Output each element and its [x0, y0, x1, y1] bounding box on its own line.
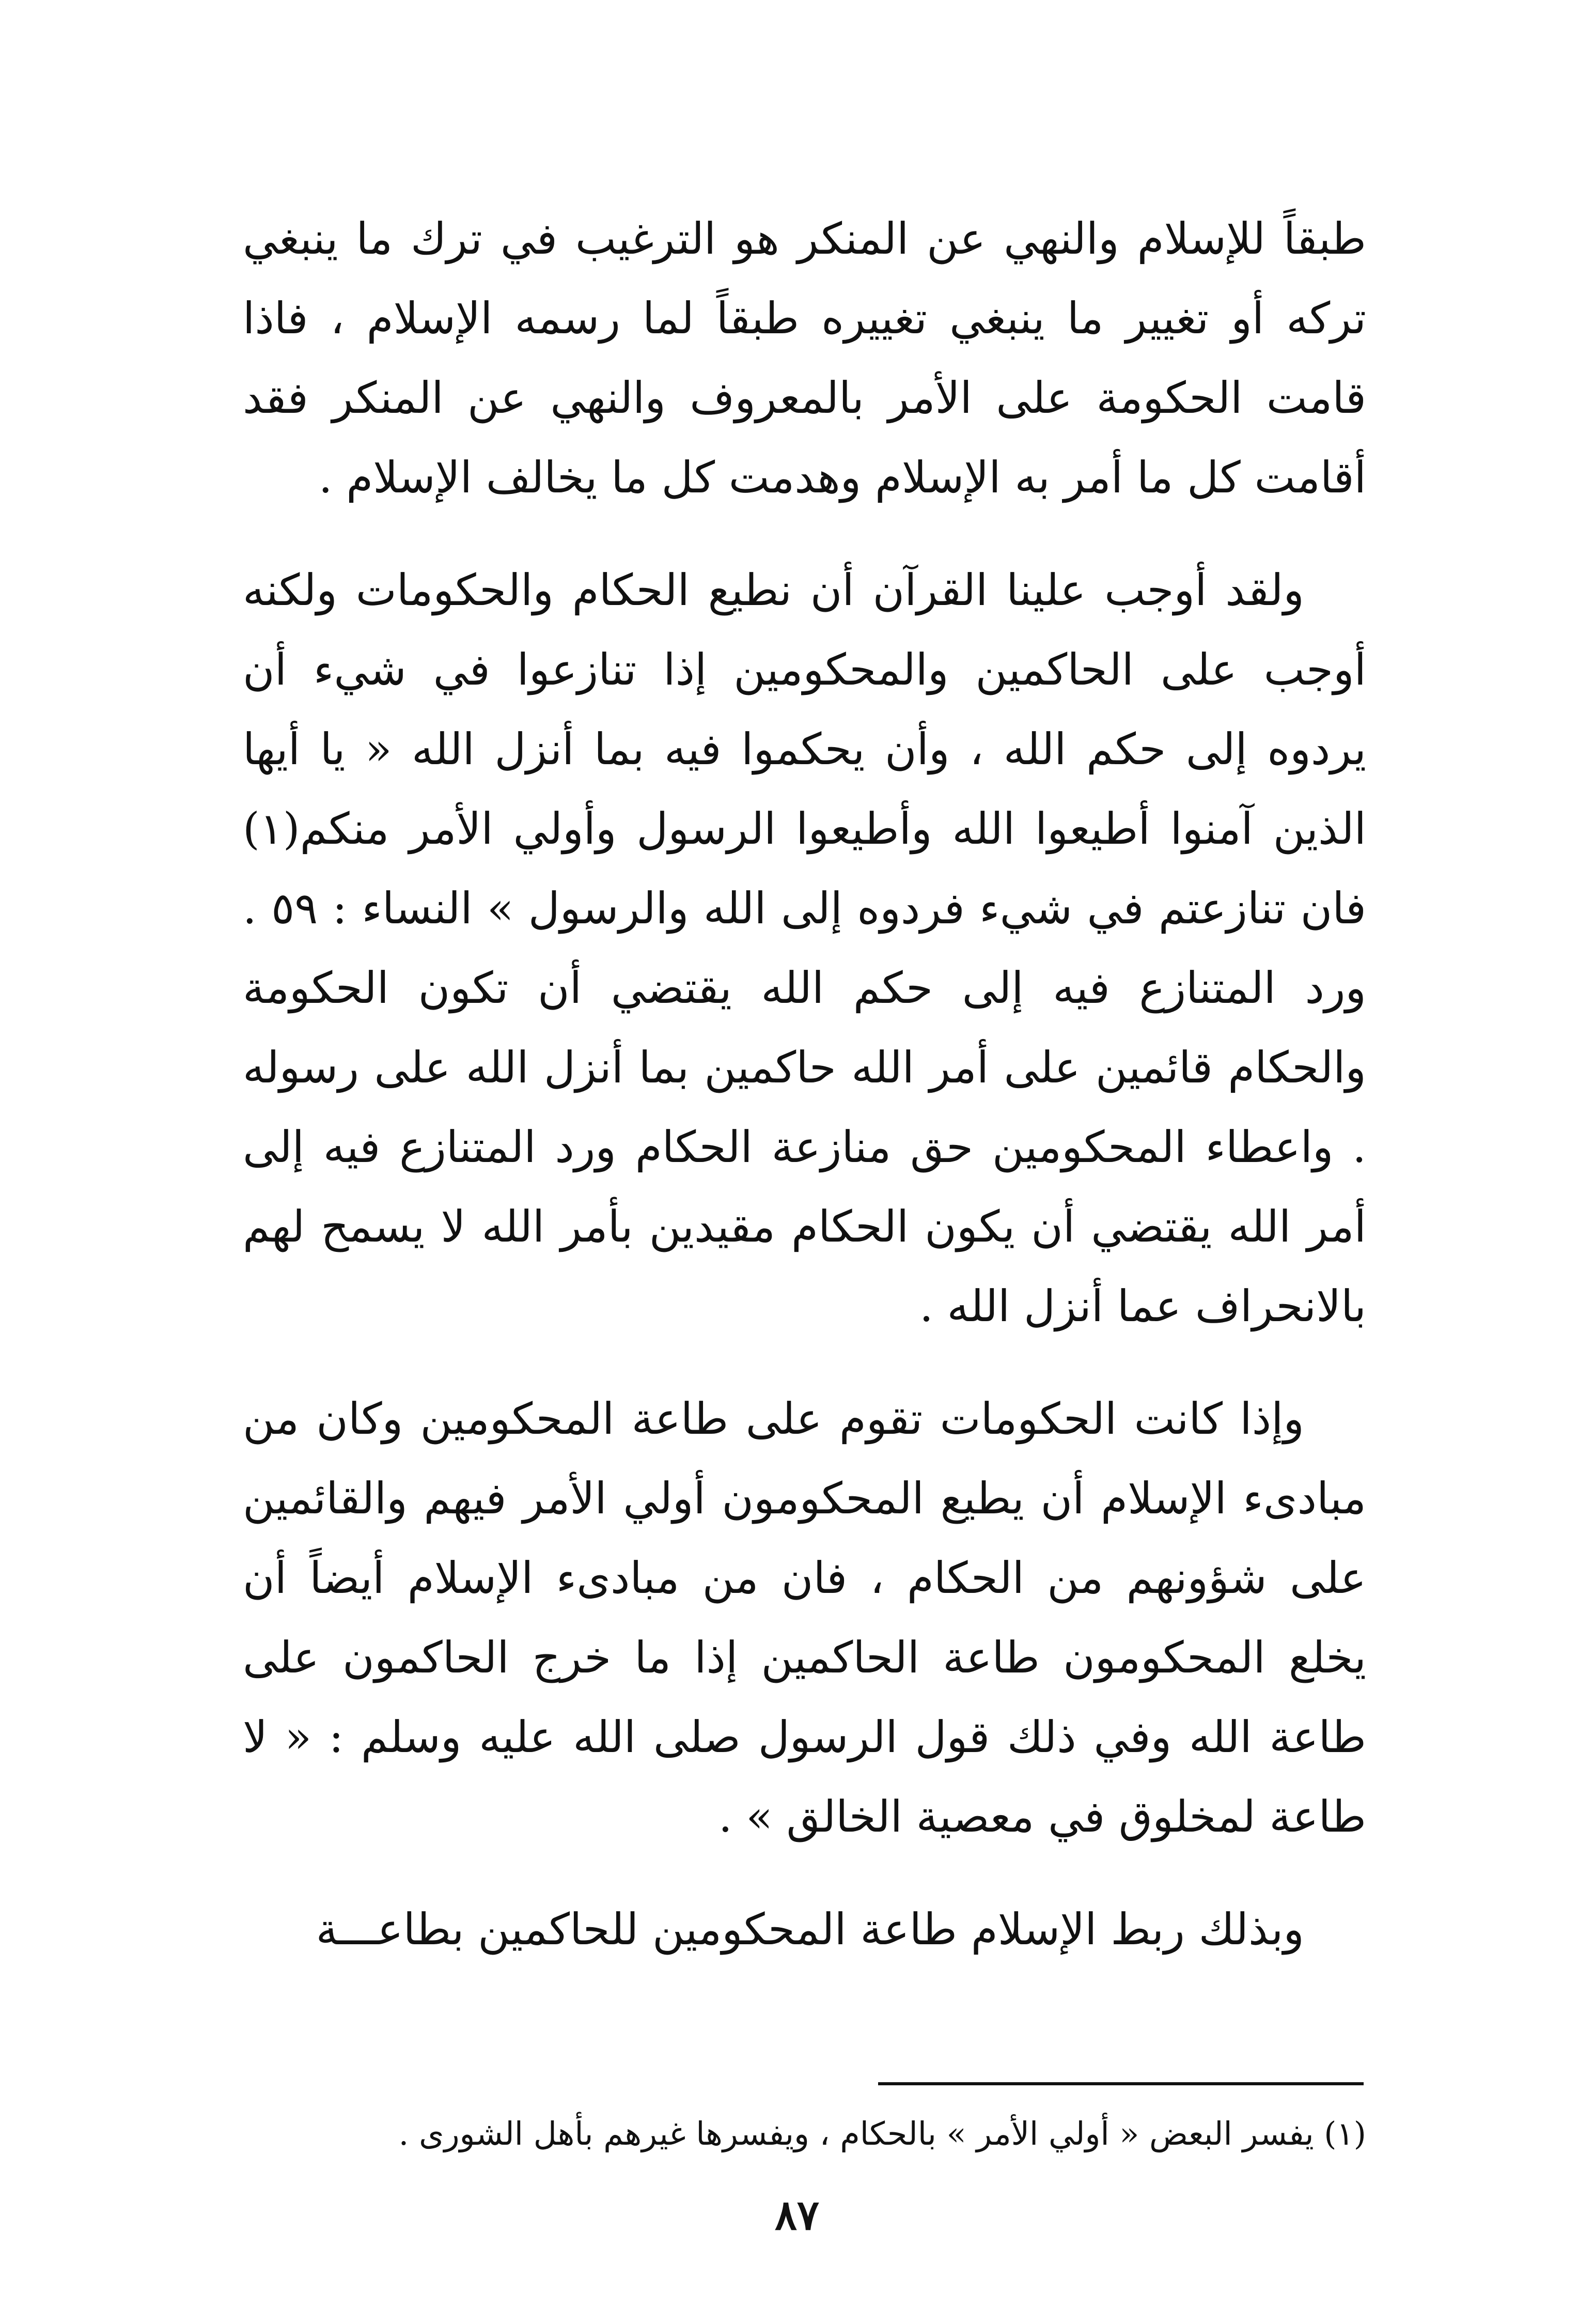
footnote: (١) يفسر البعض « أولي الأمر » بالحكام ، ويفسرها غيرهم بأهل الشورى . [398, 2115, 1366, 2152]
paragraph-3: وإذا كانت الحكومات تقوم على طاعة المحكومين وكان من مبادىء الإسلام أن يطيع المحكومون أولي الأمر فيهم والقائمين على شؤونهم من الحكام ، فان من مبادىء الإسلام أيضاً أن يخلع المحكومون طاعة الحاكمين إذا ما خرج الحاكمون على طاعة الله وفي ذلك قول الرسول صلى الله عليه وسلم : « لا طاعة لمخلوق في معصية الخالق » . [243, 1393, 1366, 1842]
footnote-divider [878, 2082, 1364, 2085]
page-number: ٨٧ [775, 2191, 819, 2239]
paragraph-4: وبذلك ربط الإسلام طاعة المحكومين للحاكمين بطاعـــة [316, 1904, 1304, 1955]
paragraph-2: ولقد أوجب علينا القرآن أن نطيع الحكام والحكومات ولكنه أوجب على الحاكمين والمحكومين إذا تنازعوا في شيء أن يردوه إلى حكم الله ، وأن يحكموا فيه بما أنزل الله « يا أيها الذين آمنوا أطيعوا الله وأطيعوا الرسول وأولي الأمر منكم(١) فان تنازعتم في شيء فردوه إلى الله والرسول » النساء : ٥٩ . ورد المتنازع فيه إلى حكم الله يقتضي أن تكون الحكومة والحكام قائمين على أمر الله حاكمين بما أنزل الله على رسوله . واعطاء المحكومين حق منازعة الحكام ورد المتنازع فيه إلى أمر الله يقتضي أن يكون الحكام مقيدين بأمر الله لا يسمح لهم بالانحراف عما أنزل الله . [243, 565, 1366, 1331]
paragraph-1: طبقاً للإسلام والنهي عن المنكر هو الترغيب في ترك ما ينبغي تركه أو تغيير ما ينبغي تغييره طبقاً لما رسمه الإسلام ، فاذا قامت الحكومة على الأمر بالمعروف والنهي عن المنكر فقد أقامت كل ما أمر به الإسلام وهدمت كل ما يخالف الإسلام . [243, 213, 1366, 503]
main-text [243, 199, 1366, 2002]
